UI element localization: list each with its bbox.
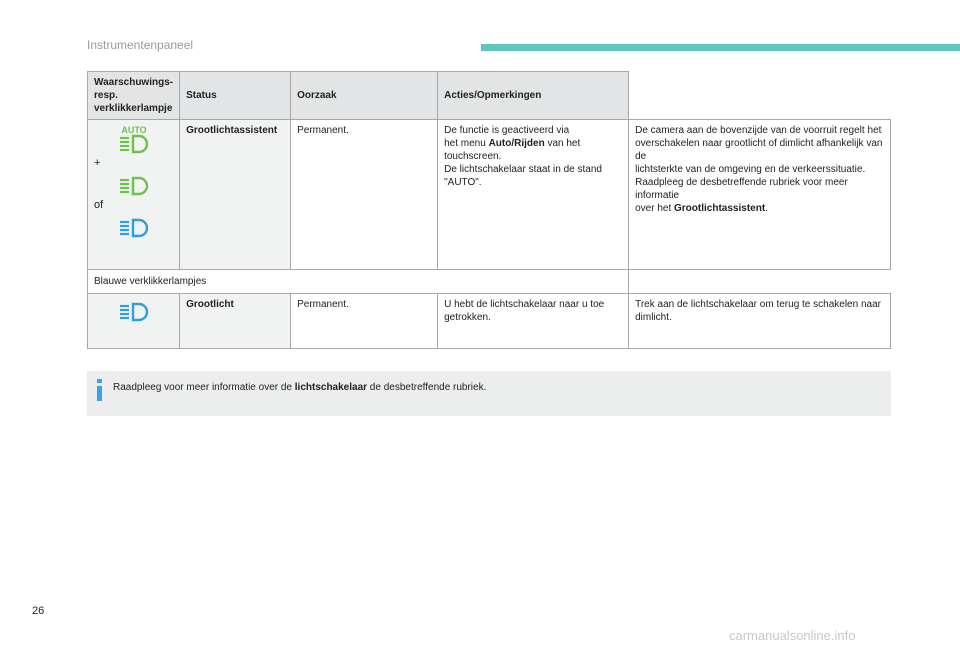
svg-text:AUTO: AUTO xyxy=(120,125,147,135)
info-icon xyxy=(96,379,104,401)
page-number: 26 xyxy=(32,605,45,617)
table-header-row xyxy=(88,72,891,120)
lamp-name: Grootlichtassistent xyxy=(180,120,291,270)
section-accent-bar xyxy=(481,44,960,51)
info-keyword: lichtschakelaar xyxy=(294,382,368,393)
info-text: Raadpleeg voor meer informatie over de lichtschakelaar de desbetreffende rubriek. xyxy=(113,382,487,393)
high-beam-blue-lamp-icon xyxy=(117,302,151,322)
high-beam-green-lamp-icon xyxy=(117,176,151,196)
warning-lamps-table xyxy=(87,71,891,349)
status-cell: Permanent. xyxy=(291,120,438,270)
status-cell: Permanent. xyxy=(291,294,438,349)
actions-cell: Trek aan de lichtschakelaar om terug te schakelen naar dimlicht. xyxy=(629,294,891,349)
auto-high-beam-lamp-icon xyxy=(117,124,151,154)
plus-sign: + xyxy=(94,157,101,169)
lamp-icons-cell xyxy=(88,294,180,349)
cause-cell: De functie is geactiveerd via het menu Auto/Rijden van het touchscreen. De lichtschakelaar staat in de stand "AUTO". xyxy=(438,120,629,270)
feature-name-text: Grootlichtassistent xyxy=(674,203,766,214)
cause-cell: U hebt de lichtschakelaar naar u toe getrokken. xyxy=(438,294,629,349)
column-header-actions: Acties/Opmerkingen xyxy=(438,72,629,120)
or-label: of xyxy=(94,199,104,211)
column-header-cause: Oorzaak xyxy=(291,72,438,120)
blue-lamps-heading: Blauwe verklikkerlampjes xyxy=(88,270,629,294)
section-title: Instrumentenpaneel xyxy=(87,38,194,52)
table-row xyxy=(88,294,891,349)
actions-cell: De camera aan de bovenzijde van de voorruit regelt het overschakelen naar grootlicht of dimlicht afhankelijk van de lichtsterkte van de omgeving en de verkeerssituatie. Raadpleeg de desbetreffende rubriek voor meer informatie over het Grootlichtassistent. xyxy=(629,120,891,270)
menu-path-text: Auto/Rijden xyxy=(488,138,545,149)
column-header-lamp: Waarschuwings- resp. verklikkerlampje xyxy=(88,72,180,120)
lamp-name: Grootlicht xyxy=(180,294,291,349)
column-header-status: Status xyxy=(180,72,291,120)
info-note xyxy=(87,371,891,416)
high-beam-blue-lamp-icon xyxy=(117,218,151,238)
lamp-icons-cell xyxy=(88,120,180,270)
watermark: carmanualsonline.info xyxy=(729,628,856,643)
table-separator-row xyxy=(88,270,891,294)
table-row xyxy=(88,120,891,270)
